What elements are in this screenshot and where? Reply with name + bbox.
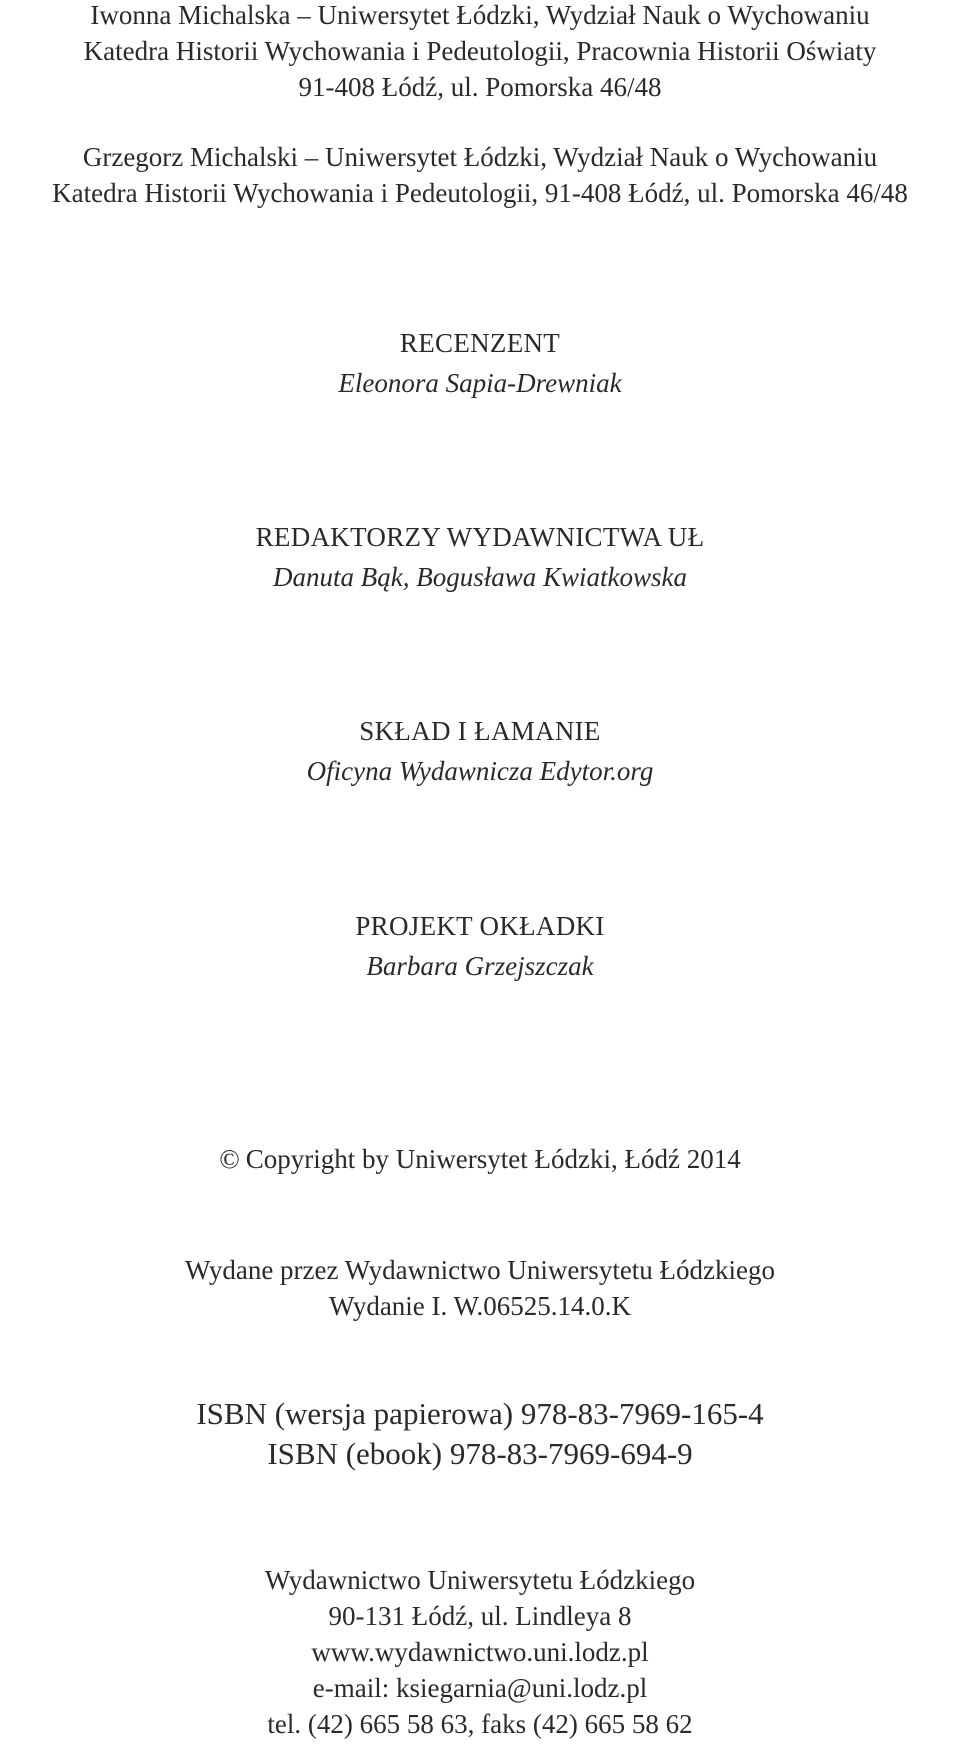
publisher-email[interactable]: e-mail: ksiegarnia@uni.lodz.pl — [312, 1673, 648, 1703]
credit-typesetting — [0, 713, 960, 793]
credit-role: SKŁAD I ŁAMANIE — [359, 716, 601, 746]
author-2-line-1: Grzegorz Michalski – Uniwersytet Łódzki, Wydział Nauk o Wychowaniu — [82, 142, 878, 172]
author-1-line-3: 91-408 Łódź, ul. Pomorska 46/48 — [298, 72, 662, 102]
publisher-contact — [0, 1562, 960, 1742]
author-1-line-1: Iwonna Michalska – Uniwersytet Łódzki, Wydział Nauk o Wychowaniu — [90, 0, 870, 30]
isbn-block — [0, 1394, 960, 1474]
credit-editors — [0, 519, 960, 599]
publisher-address: 90-131 Łódź, ul. Lindleya 8 — [328, 1601, 632, 1631]
publisher-name: Wydawnictwo Uniwersytetu Łódzkiego — [264, 1565, 696, 1595]
publisher-phone: tel. (42) 665 58 63, faks (42) 665 58 62 — [267, 1709, 693, 1739]
credit-role: PROJEKT OKŁADKI — [355, 911, 605, 941]
credit-name: Oficyna Wydawnicza Edytor.org — [306, 756, 654, 786]
isbn-ebook: ISBN (ebook) 978-83-7969-694-9 — [267, 1436, 693, 1471]
author-1-line-2: Katedra Historii Wychowania i Pedeutologii, Pracownia Historii Oświaty — [83, 36, 877, 66]
published-by: Wydane przez Wydawnictwo Uniwersytetu Łódzkiego — [184, 1255, 776, 1285]
credit-name: Danuta Bąk, Bogusława Kwiatkowska — [273, 562, 687, 592]
credit-name: Barbara Grzejszczak — [366, 951, 594, 981]
isbn-print: ISBN (wersja papierowa) 978-83-7969-165-4 — [196, 1396, 764, 1431]
copyright-icon: © — [219, 1144, 240, 1174]
credit-role: RECENZENT — [399, 328, 561, 358]
copyright-text: Copyright by Uniwersytet Łódzki, Łódź 2014 — [245, 1144, 741, 1174]
credit-cover-design — [0, 908, 960, 988]
author-affiliation-1 — [0, 0, 960, 105]
credit-name: Eleonora Sapia-Drewniak — [338, 368, 622, 398]
credit-reviewer — [0, 325, 960, 405]
author-2-line-2: Katedra Historii Wychowania i Pedeutologii, 91-408 Łódź, ul. Pomorska 46/48 — [52, 178, 908, 208]
edition-number: Wydanie I. W.06525.14.0.K — [328, 1291, 632, 1321]
author-affiliation-2 — [0, 139, 960, 211]
copyright-notice — [0, 1141, 960, 1177]
publisher-website[interactable]: www.wydawnictwo.uni.lodz.pl — [311, 1637, 649, 1667]
credit-role: REDAKTORZY WYDAWNICTWA UŁ — [255, 522, 705, 552]
edition-info — [0, 1252, 960, 1324]
